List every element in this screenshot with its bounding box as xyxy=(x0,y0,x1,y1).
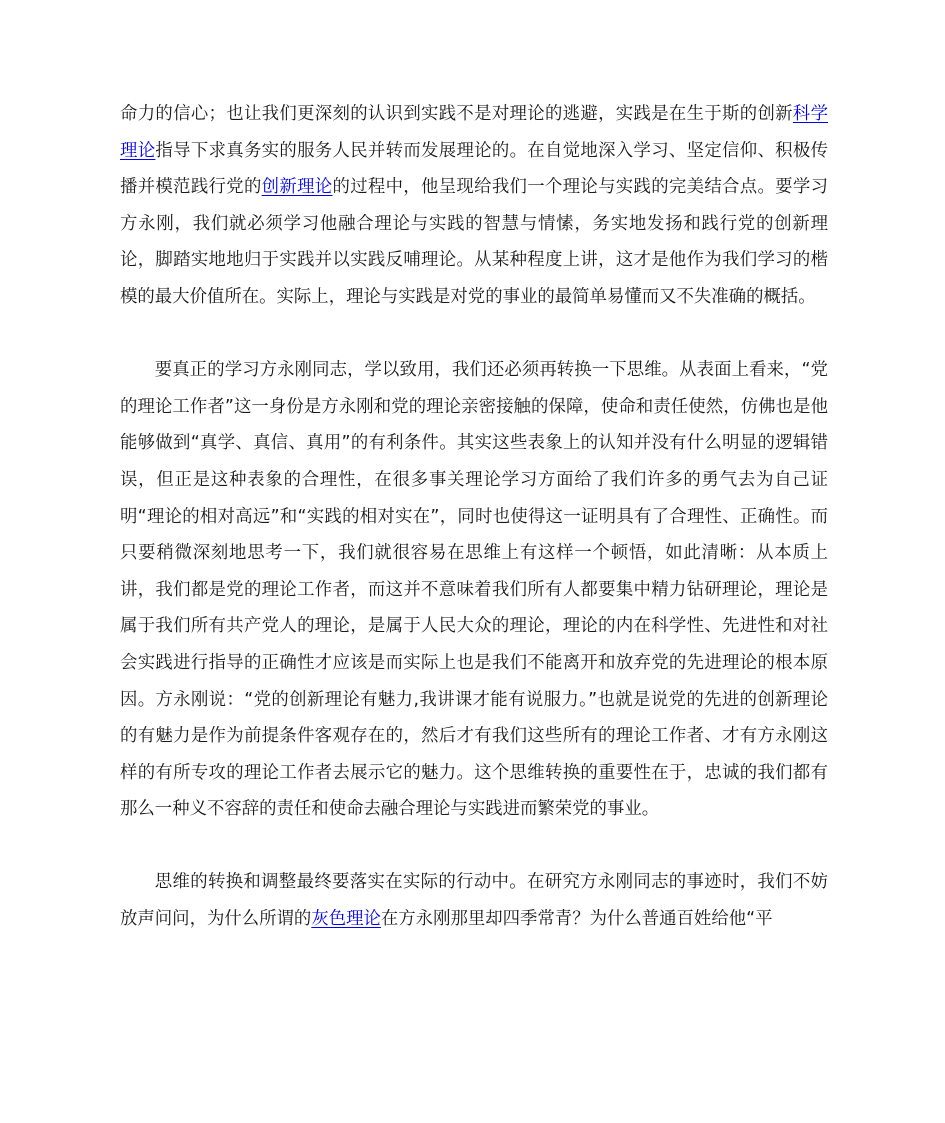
link-grey-theory[interactable]: 灰色理论 xyxy=(311,909,381,930)
document-page xyxy=(120,96,828,938)
paragraph-3-text-2: 在方永刚那里却四季常青？为什么普通百姓给他“平 xyxy=(380,909,773,930)
paragraph-1 xyxy=(120,96,828,316)
paragraph-1-text-2: 指导下求真务实的服务人民并转而发展理论的。在自觉地深入学习、坚定信仰、积极传播并模范践行党的 xyxy=(120,140,828,198)
paragraph-1-text-1: 命力的信心；也让我们更深刻的认识到实践不是对理论的逃避，实践是在生于斯的创新 xyxy=(120,104,793,124)
link-science-theory[interactable]: 科学理论 xyxy=(120,104,828,161)
paragraph-3-text-1: 思维的转换和调整最终要落实在实际的行动中。在研究方永刚同志的事迹时，我们不妨放声问问，为什么所谓的 xyxy=(120,872,828,930)
paragraph-2-text-1: 要真正的学习方永刚同志，学以致用，我们还必须再转换一下思维。从表面上看来，“党的理论工作者”这一身份是方永刚和党的理论亲密接触的保障，使命和责任使然，仿佛也是他能够做到“真学、真信、真用”的有利条件。其实这些表象上的认知并没有什么明显的逻辑错误，但正是这种表象的合理性，在很多事关理论学习方面给了我们许多的勇气去为自己证明“理论的相对高远”和“实践的相对实在”，同时也使得这一证明具有了合理性、正确性。而只要稍微深刻地思考一下，我们就很容易在思维上有这样一个顿悟，如此清晰：从本质上讲，我们都是党的理论工作者，而这并不意味着我们所有人都要集中精力钻研理论，理论是属于我们所有共产党人的理论，是属于人民大众的理论，理论的内在科学性、先进性和对社会实践进行指导的正确性才应该是而实际上也是我们不能离开和放弃党的先进理论的根本原因。方永刚说：“党的创新理论有魅力,我讲课才能有说服力。”也就是说党的先进的创新理论的有魅力是作为前提条件客观存在的，然后才有我们这些所有的理论工作者、才有方永刚这样的有所专攻的理论工作者去展示它的魅力。这个思维转换的重要性在于，忠诚的我们都有那么一种义不容辞的责任和使命去融合理论与实践进而繁荣党的事业。 xyxy=(120,360,828,820)
paragraph-3 xyxy=(120,864,828,937)
paragraph-1-text-3: 的过程中，他呈现给我们一个理论与实践的完美结合点。要学习方永刚，我们就必须学习他融合理论与实践的智慧与情愫，务实地发扬和践行党的创新理论，脚踏实地地归于实践并以实践反哺理论。从某种程度上讲，这才是他作为我们学习的楷模的最大价值所在。实际上，理论与实践是对党的事业的最简单易懂而又不失准确的概括。 xyxy=(120,177,828,307)
paragraph-2 xyxy=(120,352,828,828)
link-innovative-theory[interactable]: 创新理论 xyxy=(261,177,333,198)
